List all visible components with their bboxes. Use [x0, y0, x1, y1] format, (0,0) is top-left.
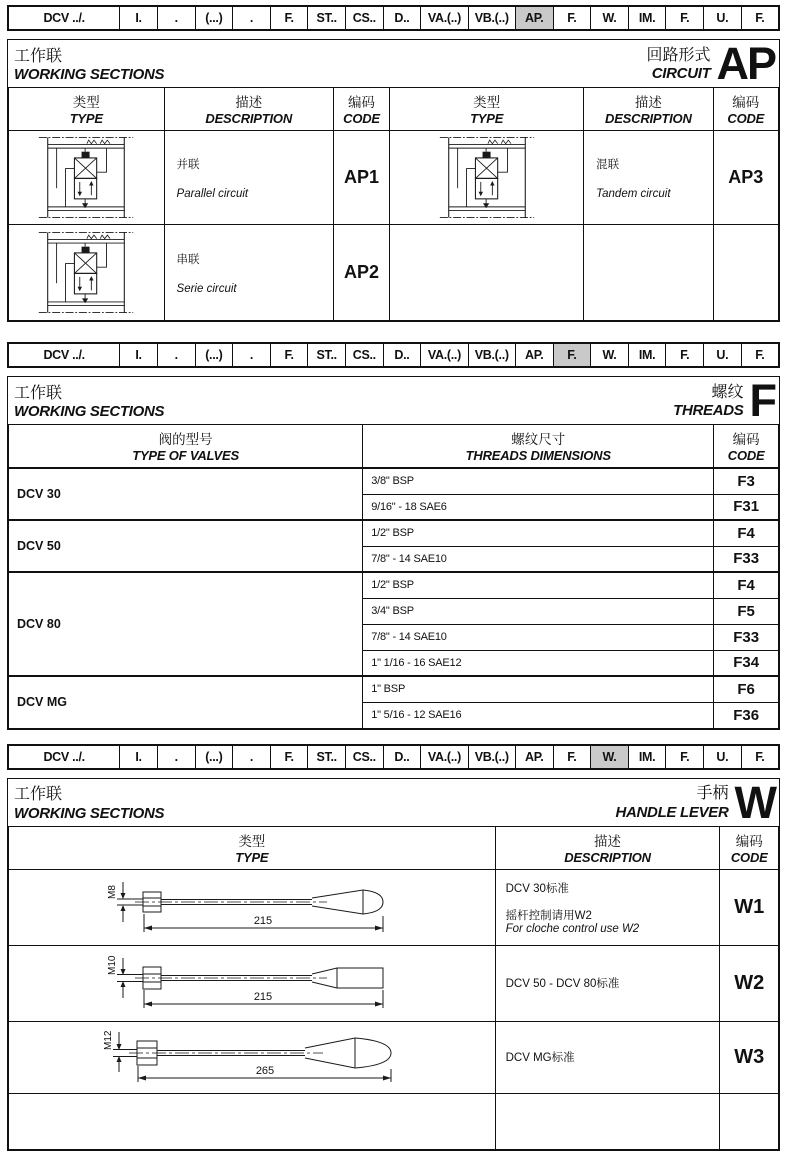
thread-code-cell: F36	[714, 702, 779, 728]
working-sections-label-cn: 工作联	[14, 384, 63, 402]
strip-cell: F.	[666, 343, 704, 367]
strip-cell: F.	[741, 343, 779, 367]
header-en: TYPE	[69, 111, 103, 126]
description-line-italic: For cloche control use W2	[505, 922, 640, 935]
strip-cell: I.	[120, 343, 158, 367]
circuit-table	[8, 87, 779, 321]
strip-cell: .	[233, 745, 271, 769]
thread-dimension-cell: 3/8" BSP	[363, 468, 714, 494]
circuit-description-cell	[584, 131, 713, 225]
lever-table-header	[9, 826, 779, 869]
strip-cell: I.	[120, 745, 158, 769]
strip-cell: F.	[741, 745, 779, 769]
lever-description-cell	[495, 869, 720, 945]
lever-drawing-w1	[9, 869, 496, 945]
strip-cell: F.	[666, 6, 704, 30]
strip-cell: .	[157, 6, 195, 30]
empty-cell	[9, 1093, 496, 1149]
header-cn: 描述	[594, 833, 622, 849]
header-cn: 描述	[634, 95, 662, 110]
strip-cell: ST..	[308, 343, 346, 367]
subject-label-cn: 手柄	[696, 785, 729, 803]
header-cn: 编码	[732, 432, 760, 447]
strip-cell: W.	[591, 6, 629, 30]
circuit-description-cell	[164, 131, 333, 225]
circuit-row	[9, 131, 779, 225]
thread-code-cell: F33	[714, 546, 779, 572]
strip-cell: IM.	[628, 343, 666, 367]
strip-cell: D..	[383, 745, 421, 769]
header-cn: 描述	[235, 95, 263, 110]
strip-cell-selected: F.	[553, 343, 591, 367]
circuit-code-cell: AP2	[333, 225, 389, 321]
strip-cell: IM.	[628, 745, 666, 769]
strip-cell: F.	[553, 6, 591, 30]
header-en: CODE	[343, 111, 380, 126]
thread-size-label: M8	[106, 884, 118, 899]
strip-cell: .	[157, 745, 195, 769]
header-cn: 类型	[238, 833, 266, 849]
header-en: TYPE OF VALVES	[132, 448, 239, 463]
valve-name-cell: DCV 50	[9, 520, 363, 572]
lever-row	[9, 945, 779, 1021]
strip-cell: U.	[704, 745, 742, 769]
description-en: Serie circuit	[176, 282, 237, 295]
circuit-description-cell	[164, 225, 333, 321]
lever-table	[8, 826, 779, 1150]
thread-dimension-cell: 3/4" BSP	[363, 598, 714, 624]
ordering-code-strip	[7, 342, 780, 368]
header-en: DESCRIPTION	[605, 111, 692, 126]
lever-code-cell: W2	[720, 945, 779, 1021]
code-column-header	[714, 425, 779, 469]
lever-description-cell	[495, 945, 720, 1021]
threads-table-header	[9, 425, 779, 469]
threads-table	[8, 424, 779, 729]
thread-code-cell: F33	[714, 624, 779, 650]
lever-drawing-w3	[9, 1021, 496, 1093]
thread-size-label: M10	[106, 955, 118, 975]
thread-code-cell: F34	[714, 650, 779, 676]
lever-technical-drawing	[87, 872, 417, 938]
description-column-header	[584, 88, 713, 131]
strip-cell: ST..	[308, 745, 346, 769]
type-column-header	[9, 826, 496, 869]
header-cn: 类型	[473, 95, 501, 110]
strip-cell: DCV ../.	[43, 749, 85, 764]
strip-cell: (...)	[195, 343, 233, 367]
header-cn: 类型	[72, 95, 100, 110]
strip-cell: .	[233, 6, 271, 30]
strip-cell: F.	[270, 343, 308, 367]
working-sections-title	[14, 385, 164, 420]
section-title-bar	[8, 375, 779, 427]
strip-cell: (...)	[195, 745, 233, 769]
code-column-header	[333, 88, 389, 131]
subject-label-cn: 回路形式	[646, 46, 711, 64]
header-cn: 阀的型号	[158, 432, 213, 447]
working-sections-label-en: WORKING SECTIONS	[14, 804, 165, 822]
type-column-header	[390, 88, 584, 131]
lever-row	[9, 1021, 779, 1093]
empty-cell	[390, 225, 584, 321]
thread-row	[9, 520, 779, 546]
strip-cell: (...)	[195, 6, 233, 30]
header-cn: 编码	[732, 95, 760, 110]
length-dimension-label: 265	[255, 1064, 274, 1077]
description-cn: 串联	[176, 253, 200, 266]
big-code-ap: AP	[716, 38, 775, 90]
ordering-code-row	[8, 745, 779, 769]
circuit-code-cell: AP1	[333, 131, 389, 225]
thread-dimension-cell: 1" 5/16 - 12 SAE16	[363, 702, 714, 728]
header-en: TYPE	[470, 111, 504, 126]
ordering-code-strip	[7, 5, 780, 31]
strip-cell: F.	[741, 6, 779, 30]
strip-cell: U.	[704, 6, 742, 30]
description-line: DCV 30标准	[505, 882, 569, 895]
hydraulic-valve-symbol	[37, 227, 135, 318]
valve-name-cell: DCV 30	[9, 468, 363, 520]
thread-size-label: M12	[102, 1030, 114, 1050]
ordering-code-row	[8, 6, 779, 30]
lever-technical-drawing	[87, 1024, 417, 1086]
circuit-code-cell: AP3	[713, 131, 778, 225]
empty-cell	[495, 1093, 720, 1149]
header-en: THREADS DIMENSIONS	[465, 448, 611, 463]
strip-cell: .	[157, 343, 195, 367]
strip-cell: VB.(..)	[468, 745, 515, 769]
thread-row	[9, 468, 779, 494]
length-dimension-label: 215	[253, 990, 272, 1003]
thread-row	[9, 676, 779, 702]
thread-dimension-cell: 1/2" BSP	[363, 572, 714, 598]
strip-cell: VB.(..)	[468, 343, 515, 367]
strip-cell: F.	[553, 745, 591, 769]
lever-code-cell: W1	[720, 869, 779, 945]
working-sections-label-en: WORKING SECTIONS	[14, 403, 165, 420]
header-en: CODE	[727, 448, 765, 463]
description-cn: 并联	[176, 158, 200, 171]
working-sections-title	[14, 786, 164, 821]
thread-code-cell: F3	[714, 468, 779, 494]
working-sections-label-cn: 工作联	[14, 47, 63, 65]
thread-code-cell: F4	[714, 572, 779, 598]
strip-cell: CS..	[346, 6, 384, 30]
section-circuit	[7, 39, 780, 322]
big-code-w: W	[734, 776, 775, 828]
header-en: TYPE	[235, 849, 269, 865]
subject-label-en: HANDLE LEVER	[615, 803, 729, 821]
header-cn: 编码	[735, 833, 763, 849]
subject-label-cn: 螺纹	[711, 383, 744, 401]
strip-cell: I.	[120, 6, 158, 30]
strip-cell: VA.(..)	[421, 6, 468, 30]
ordering-code-row	[8, 343, 779, 367]
header-en: DESCRIPTION	[564, 849, 651, 865]
description-en: Tandem circuit	[596, 187, 671, 200]
strip-cell: D..	[383, 6, 421, 30]
description-column-header	[164, 88, 333, 131]
strip-cell: VB.(..)	[468, 6, 515, 30]
working-sections-title	[14, 48, 164, 83]
parallel-circuit-diagram	[9, 131, 165, 225]
thread-dimension-cell: 1/2" BSP	[363, 520, 714, 546]
strip-cell: CS..	[346, 745, 384, 769]
empty-cell	[584, 225, 713, 321]
subject-title	[646, 38, 775, 90]
ordering-code-strip	[7, 744, 780, 770]
lever-description-cell	[495, 1021, 720, 1093]
section-handle-lever	[7, 778, 780, 1151]
thread-dimension-cell: 1" BSP	[363, 676, 714, 702]
strip-cell: W.	[591, 343, 629, 367]
thread-dimension-cell: 9/16" - 18 SAE6	[363, 494, 714, 520]
section-threads	[7, 376, 780, 730]
header-cn: 螺纹尺寸	[511, 432, 566, 447]
strip-cell: AP.	[515, 343, 553, 367]
thread-dimension-cell: 1" 1/16 - 16 SAE12	[363, 650, 714, 676]
thread-code-cell: F31	[714, 494, 779, 520]
thread-code-cell: F6	[714, 676, 779, 702]
subject-label-en: THREADS	[673, 402, 744, 420]
description-line: DCV 50 - DCV 80标准	[505, 978, 620, 990]
lever-technical-drawing	[87, 948, 417, 1014]
header-en: CODE	[727, 111, 765, 126]
circuit-table-header	[9, 88, 779, 131]
lever-row-empty	[9, 1093, 779, 1149]
description-en: Parallel circuit	[176, 187, 249, 200]
header-cn: 编码	[348, 95, 376, 110]
lever-drawing-w2	[9, 945, 496, 1021]
strip-cell: CS..	[346, 343, 384, 367]
strip-cell: AP.	[515, 745, 553, 769]
strip-cell: VA.(..)	[421, 745, 468, 769]
subject-title	[673, 375, 775, 427]
hydraulic-valve-symbol	[37, 133, 135, 222]
section-title-bar	[8, 776, 779, 828]
strip-cell: F.	[270, 745, 308, 769]
thread-dimension-cell: 7/8" - 14 SAE10	[363, 624, 714, 650]
circuit-row	[9, 225, 779, 321]
strip-cell: .	[233, 343, 271, 367]
strip-cell: DCV ../.	[43, 348, 85, 362]
thread-code-cell: F5	[714, 598, 779, 624]
subject-label-en: CIRCUIT	[651, 65, 711, 83]
strip-cell: U.	[704, 343, 742, 367]
strip-cell: F.	[270, 6, 308, 30]
hydraulic-valve-symbol	[438, 133, 536, 222]
section-title-bar	[8, 38, 779, 90]
description-line: DCV MG标准	[505, 1052, 575, 1064]
big-code-f: F	[749, 375, 775, 427]
strip-cell: IM.	[628, 6, 666, 30]
strip-cell-selected: W.	[591, 745, 629, 769]
working-sections-label-en: WORKING SECTIONS	[14, 66, 165, 83]
serie-circuit-diagram	[9, 225, 165, 321]
description-column-header	[495, 826, 720, 869]
strip-cell: DCV ../.	[43, 11, 85, 25]
strip-cell: D..	[383, 343, 421, 367]
valve-name-cell: DCV MG	[9, 676, 363, 728]
thread-dimension-cell: 7/8" - 14 SAE10	[363, 546, 714, 572]
lever-row	[9, 869, 779, 945]
code-column-header	[720, 826, 779, 869]
strip-cell-selected: AP.	[515, 6, 553, 30]
subject-title	[615, 776, 775, 828]
working-sections-label-cn: 工作联	[14, 786, 63, 804]
strip-cell: ST..	[308, 6, 346, 30]
empty-cell	[720, 1093, 779, 1149]
description-line: 摇杆控制请用W2	[505, 909, 592, 922]
header-en: DESCRIPTION	[205, 111, 293, 126]
dimensions-column-header	[363, 425, 714, 469]
length-dimension-label: 215	[253, 914, 272, 927]
thread-row	[9, 572, 779, 598]
tandem-circuit-diagram	[390, 131, 584, 225]
type-column-header	[9, 88, 165, 131]
header-en: CODE	[730, 849, 768, 865]
valve-name-cell: DCV 80	[9, 572, 363, 676]
strip-cell: VA.(..)	[421, 343, 468, 367]
strip-cell: F.	[666, 745, 704, 769]
lever-code-cell: W3	[720, 1021, 779, 1093]
empty-cell	[713, 225, 778, 321]
thread-code-cell: F4	[714, 520, 779, 546]
valves-column-header	[9, 425, 363, 469]
code-column-header	[713, 88, 778, 131]
description-cn: 混联	[596, 158, 620, 171]
